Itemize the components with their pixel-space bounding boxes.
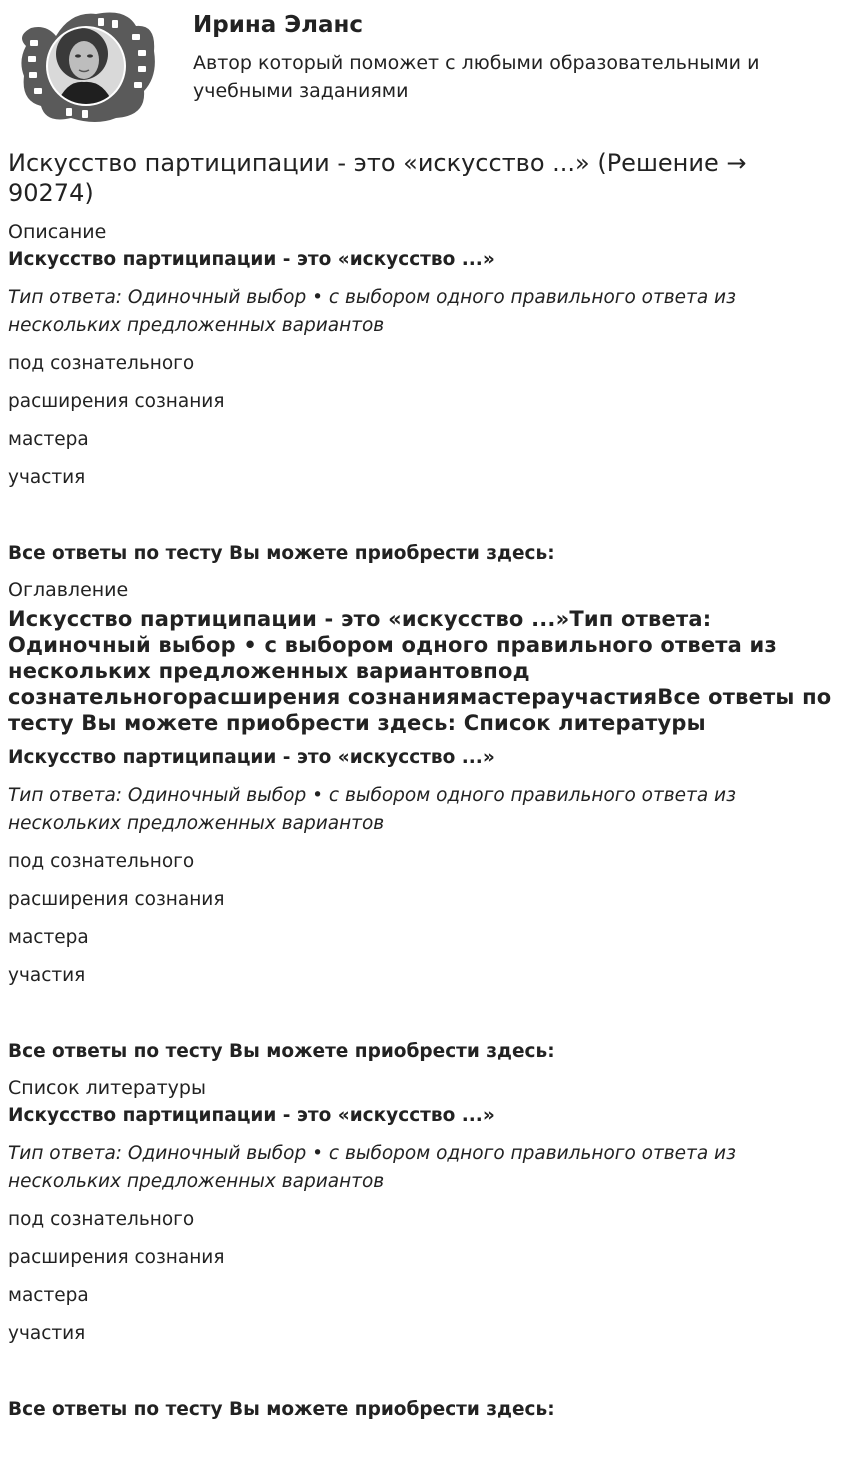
section-toc — [8, 576, 839, 1066]
page-title: Искусство партиципации - это «искусство ...» (Решение → 90274) — [8, 149, 747, 207]
author-description: Автор который поможет с любыми образовательными и учебными заданиями — [193, 52, 760, 102]
question-title: Искусство партиципации - это «искусство ...» — [8, 1105, 495, 1126]
answer-option: мастера — [8, 429, 89, 450]
question-title: Искусство партиципации - это «искусство ...» — [8, 249, 495, 270]
answer-option: мастера — [8, 927, 89, 948]
answer-option: под сознательного — [8, 353, 195, 374]
section-label: Список литературы — [8, 1077, 206, 1099]
answer-option: мастера — [8, 1285, 89, 1306]
author-block — [8, 0, 839, 140]
buy-answers-text: Все ответы по тесту Вы можете приобрести здесь: — [8, 543, 555, 564]
answer-option: участия — [8, 965, 86, 986]
toc-text: Искусство партиципации - это «искусство ...»Тип ответа: Одиночный выбор • с выбором одного правильного ответа из нескольких предложенных вариантовпод сознательногорасширения сознаниямастераучастияВсе ответы по тесту Вы можете приобрести здесь: Список литературы — [8, 607, 832, 735]
author-avatar[interactable] — [16, 6, 158, 126]
answer-type: Тип ответа: Одиночный выбор • с выбором одного правильного ответа из нескольких предложенных вариантов — [8, 785, 736, 834]
section-description — [8, 218, 839, 568]
answer-option: расширения сознания — [8, 889, 225, 910]
answer-option: под сознательного — [8, 851, 195, 872]
answer-option: под сознательного — [8, 1209, 195, 1230]
buy-answers-text: Все ответы по тесту Вы можете приобрести здесь: — [8, 1041, 555, 1062]
answer-option: расширения сознания — [8, 1247, 225, 1268]
section-references — [8, 1074, 839, 1424]
answer-option: расширения сознания — [8, 391, 225, 412]
answer-type: Тип ответа: Одиночный выбор • с выбором одного правильного ответа из нескольких предложенных вариантов — [8, 287, 736, 336]
section-label: Оглавление — [8, 579, 129, 601]
section-label: Описание — [8, 221, 107, 243]
answer-option: участия — [8, 1323, 86, 1344]
question-title: Искусство партиципации - это «искусство ...» — [8, 747, 495, 768]
answer-option: участия — [8, 467, 86, 488]
buy-answers-text: Все ответы по тесту Вы можете приобрести здесь: — [8, 1399, 555, 1420]
answer-type: Тип ответа: Одиночный выбор • с выбором одного правильного ответа из нескольких предложенных вариантов — [8, 1143, 736, 1192]
author-name[interactable]: Ирина Эланс — [193, 12, 364, 38]
